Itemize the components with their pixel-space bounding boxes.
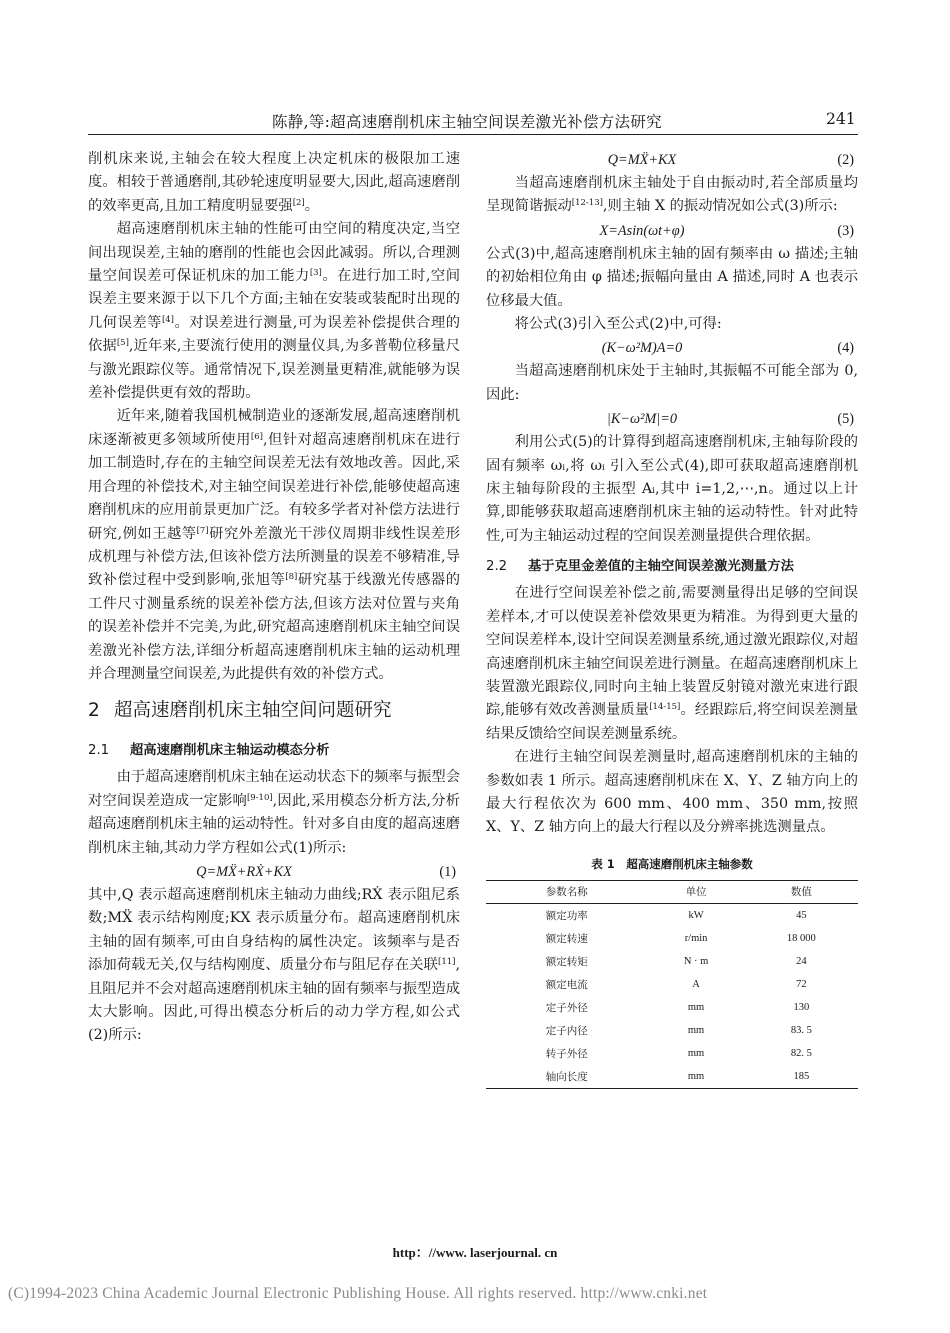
- table-row: [486, 950, 858, 973]
- table-cell: 额定转矩: [545, 956, 588, 968]
- equation-3: X=Asin(ωt+φ) (3): [599, 222, 854, 239]
- citation: [6]: [250, 431, 263, 442]
- paragraph: 在进行空间误差补偿之前,需要测量得出足够的空间误差样本,才可以使误差补偿效果更为精准。为得到更大量的空间误差样本,设计空间误差测量系统,通过激光跟踪仪,对超高速磨削机床主轴空间误差进行测量。在超高速磨削机床上装置激光跟踪仪,同时向主轴上装置反射镜对激光束进行跟踪,能够有效改善测量质量[14-15]。经跟踪后,将空间误差测量结果反馈给空间误差测量系统。: [486, 585, 859, 742]
- table-cell: 24: [796, 955, 807, 967]
- citation: [2]: [292, 197, 305, 208]
- header-rule: [88, 134, 858, 135]
- table-cell: 轴向长度: [486, 1065, 647, 1089]
- table-cell: A: [692, 978, 700, 990]
- table-cell: 定子内径: [545, 1025, 588, 1037]
- table-row: [486, 1042, 858, 1065]
- table-cell: mm: [687, 1047, 705, 1059]
- table-cell: r/min: [684, 932, 708, 944]
- table-header-cell: 数值: [745, 880, 858, 903]
- parameter-table: [486, 880, 858, 1089]
- table-header-cell: 参数名称: [486, 880, 647, 903]
- table-cell: 83. 5: [790, 1024, 812, 1036]
- citation: [5]: [116, 338, 129, 349]
- table-row: [486, 1065, 858, 1089]
- paragraph: 在进行主轴空间误差测量时,超高速磨削机床的主轴的参数如表 1 所示。超高速磨削机床在 X、Y、Z 轴方向上的最大行程依次为 600 mm、400 mm、350 mm,按照 X、Y、Z 轴方向上的最大行程以及分辨率挑选测量点。: [486, 749, 858, 836]
- copyright-notice: (C)1994-2023 China Academic Journal Electronic Publishing House. All rights reserved. http://www.cnki.net: [8, 1285, 708, 1302]
- equation-4: (K−ω²M)A=0 (4): [601, 340, 854, 357]
- section-heading: 2 超高速磨削机床主轴空间问题研究: [88, 700, 392, 722]
- equation-2: Q=MẌ+KX (2): [607, 152, 854, 168]
- left-column: [88, 148, 460, 1048]
- paragraph: 其中,Q 表示超高速磨削机床主轴动力曲线;RẊ 表示阻尼系数;MẌ 表示结构刚度;KX 表示质量分布。超高速磨削机床主轴的固有频率,可由自身结构的属性决定。该频率与是否添加荷载无关,仅与结构刚度、质量分布与阻尼存在关联[11],且阻尼并不会对超高速磨削机床主轴的固有频率与振型造成太大影响。因此,可得出模态分析后的动力学方程,如公式(2)所示:: [88, 886, 460, 1044]
- table-row: [486, 996, 858, 1019]
- subsection-heading: 2.1 超高速磨削机床主轴运动模态分析: [88, 743, 330, 759]
- table-row: [486, 973, 858, 996]
- table-cell: mm: [647, 1065, 744, 1089]
- citation: [9-10]: [246, 792, 273, 803]
- table-cell: 额定电流: [545, 979, 588, 991]
- citation: [11]: [438, 957, 456, 968]
- table-cell: 额定功率: [545, 910, 588, 922]
- equation-1: Q=MẌ+RẊ+KX (1): [196, 863, 456, 880]
- citation: [12-13]: [571, 198, 603, 209]
- table-row: [486, 903, 858, 927]
- paragraph: 将公式(3)引入至公式(2)中,可得:: [514, 316, 722, 333]
- table-header-cell: 单位: [647, 880, 744, 903]
- citation: [14-15]: [649, 702, 681, 713]
- running-header-title: 陈静,等:超高速磨削机床主轴空间误差激光补偿方法研究: [272, 113, 662, 131]
- right-column: [486, 148, 858, 1089]
- equation-5: |K−ω²M|=0 (5): [606, 411, 854, 428]
- citation: [8]: [285, 572, 298, 583]
- paragraph: 公式(3)中,超高速磨削机床主轴的固有频率由 ω 描述;主轴的初始相位角由 φ 描述;振幅向量由 A 描述,同时 A 也表示位移最大值。: [486, 245, 858, 309]
- table-cell: 130: [793, 1001, 810, 1013]
- table-cell: 72: [796, 978, 807, 990]
- paragraph: 由于超高速磨削机床主轴在运动状态下的频率与振型会对空间误差造成一定影响[9-10],因此,采用模态分析方法,分析超高速磨削机床主轴的运动特性。针对多自由度的超高速磨削机床主轴,其动力学方程如公式(1)所示:: [88, 769, 460, 856]
- table-cell: mm: [687, 1024, 705, 1036]
- table-cell: N · m: [683, 955, 709, 967]
- table-caption: 表 1 超高速磨削机床主轴参数: [591, 856, 753, 871]
- table-cell: 18 000: [786, 932, 816, 944]
- table-row: [486, 1019, 858, 1042]
- table-cell: 额定转速: [545, 933, 588, 945]
- table-cell: mm: [687, 1001, 705, 1013]
- table-cell: 定子外径: [545, 1002, 588, 1014]
- table-row: [486, 927, 858, 950]
- paragraph: 近年来,随着我国机械制造业的逐渐发展,超高速磨削机床逐渐被更多领域所使用[6],但针对超高速磨削机床在进行加工制造时,存在的主轴空间误差无法有效地改善。因此,采用合理的补偿技术,对主轴空间误差进行补偿,能够使超高速磨削机床的应用前景更加广泛。有较多学者对补偿方法进行研究,例如王越等[7]研究外差激光干涉仪周期非线性误差形成机理与补偿方法,但该补偿方法所测量的误差不够精准,导致补偿过程中受到影响,张旭等[8]研究基于线激光传感器的工件尺寸测量系统的误差补偿方法,但该方法对位置与夹角的误差补偿并不完美,为此,研究超高速磨削机床主轴空间误差激光补偿方法,详细分析超高速磨削机床主轴的运动机理并合理测量空间误差,为此提供有效的补偿方式。: [88, 408, 461, 682]
- journal-url: http：//www. laserjournal. cn: [392, 1245, 558, 1260]
- page-number: 241: [826, 110, 856, 128]
- paragraph: 削机床来说,主轴会在较大程度上决定机床的极限加工速度。相较于普通磨削,其砂轮速度明显要大,因此,超高速磨削的效率更高,且加工精度明显要强[2]。: [88, 151, 460, 214]
- paragraph: 利用公式(5)的计算得到超高速磨削机床,主轴每阶段的固有频率 ωᵢ,将 ωᵢ 引入至公式(4),即可获取超高速磨削机床主轴每阶段的主振型 Aᵢ,其中 i=1,2,⋯,n。通过以上计算,即能够获取超高速磨削机床主轴的运动特性。针对此特性,可为主轴运动过程的空间误差测量提供合理依据。: [486, 434, 858, 544]
- table-header-row: [486, 880, 858, 903]
- citation: [4]: [161, 314, 174, 325]
- table-cell: 转子外径: [545, 1048, 588, 1060]
- paragraph: 当超高速磨削机床处于主轴时,其振幅不可能全部为 0,因此:: [486, 363, 858, 403]
- table-cell: 82. 5: [790, 1047, 812, 1059]
- table-cell: 185: [745, 1065, 858, 1089]
- paragraph: 当超高速磨削机床主轴处于自由振动时,若全部质量均呈现简谐振动[12-13],则主轴 X 的振动情况如公式(3)所示:: [486, 175, 858, 215]
- citation: [7]: [196, 525, 209, 536]
- subsection-heading: 2.2 基于克里金差值的主轴空间误差激光测量方法: [486, 559, 794, 575]
- paragraph: 超高速磨削机床主轴的性能可由空间的精度决定,当空间出现误差,主轴的磨削的性能也会因此减弱。所以,合理测量空间误差可保证机床的加工能力[3]。在进行加工时,空间误差主要来源于以下几个方面;主轴在安装或装配时出现的几何误差等[4]。对误差进行测量,可为误差补偿提供合理的依据[5],近年来,主要流行使用的测量仪具,为多普勒位移量尺与激光跟踪仪等。通常情况下,误差测量更精准,就能够为误差补偿提供更有效的帮助。: [88, 221, 461, 402]
- table-cell: 45: [796, 909, 807, 921]
- citation: [3]: [309, 268, 322, 279]
- table-cell: kW: [688, 909, 704, 921]
